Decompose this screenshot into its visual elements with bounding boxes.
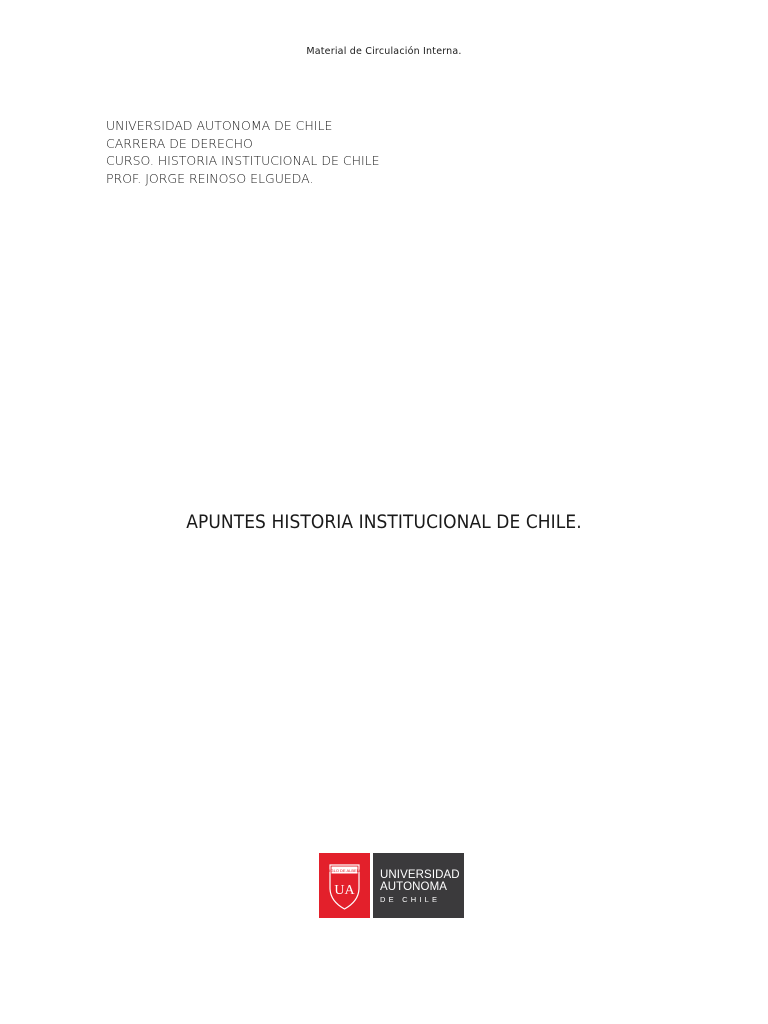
logo-line-universidad: UNIVERSIDAD xyxy=(380,869,460,881)
document-title: APUNTES HISTORIA INSTITUCIONAL DE CHILE. xyxy=(186,512,582,533)
professor-name: PROF. JORGE REINOSO ELGUEDA. xyxy=(106,170,314,186)
page-header-note: Material de Circulación Interna. xyxy=(306,46,462,57)
university-logo xyxy=(319,853,464,918)
logo-emblem-panel xyxy=(319,853,370,918)
emblem-initials: UA xyxy=(334,883,355,898)
logo-line-de-chile: DE CHILE xyxy=(380,895,441,904)
logo-line-autonoma: AUTONOMA xyxy=(380,881,448,893)
course-info-block xyxy=(106,117,380,187)
emblem-ribbon-text: SIGLO DE ALBENS xyxy=(326,867,363,873)
logo-wordmark-panel xyxy=(373,853,464,918)
shield-icon xyxy=(319,853,370,918)
course-name: CURSO. HISTORIA INSTITUCIONAL DE CHILE xyxy=(106,153,380,168)
university-name: UNIVERSIDAD AUTONOMA DE CHILE xyxy=(106,118,333,133)
program-name: CARRERA DE DERECHO xyxy=(106,135,253,151)
